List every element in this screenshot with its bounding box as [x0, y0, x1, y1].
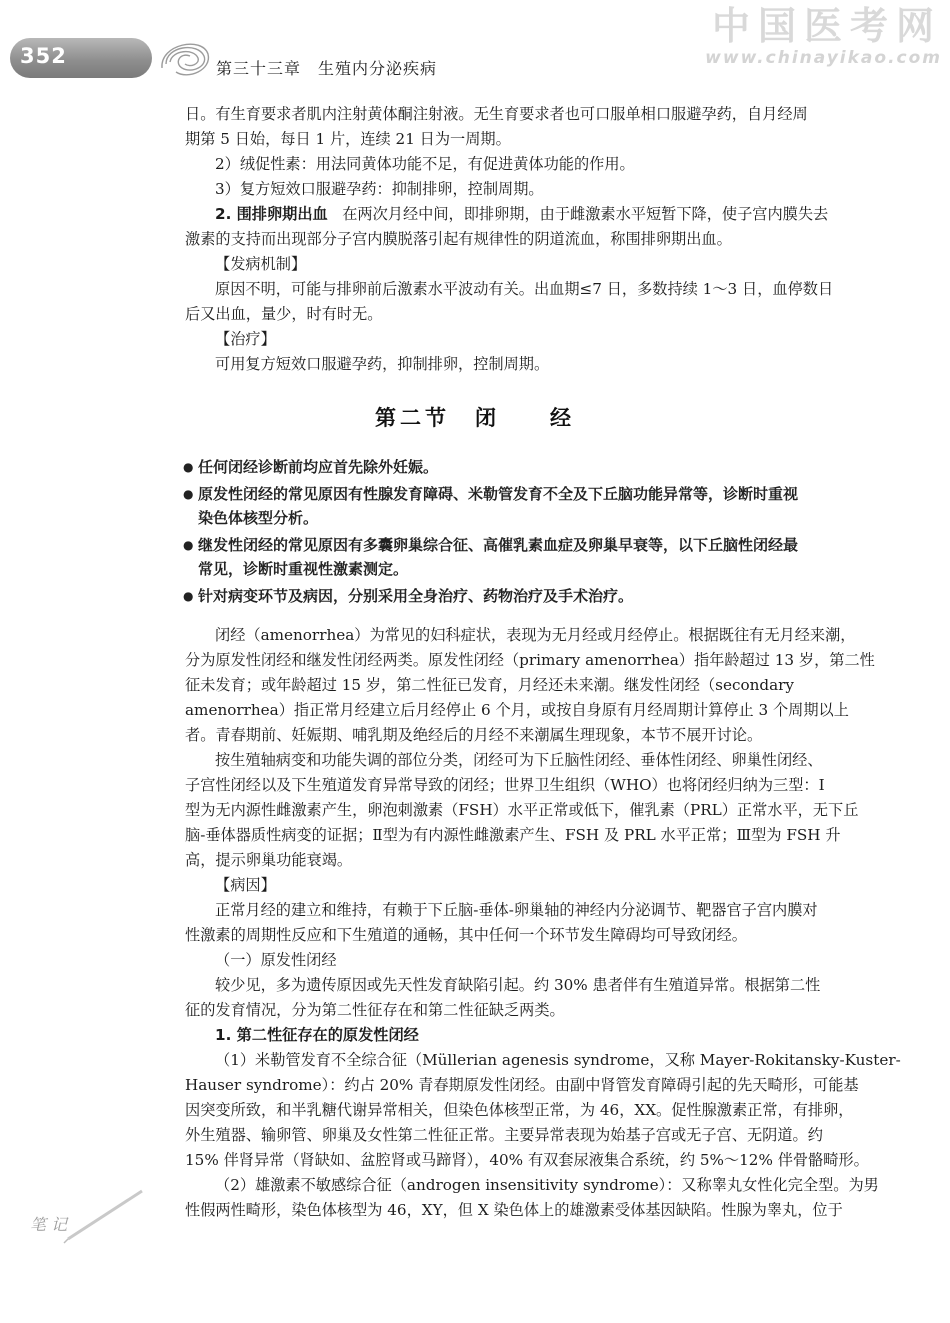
- page-number: 352: [20, 44, 67, 68]
- body-line: 征的发育情况，分为第二性征存在和第二性征缺乏两类。: [185, 1001, 565, 1019]
- key-point-text: 针对病变环节及病因，分别采用全身治疗、药物治疗及手术治疗。: [198, 587, 634, 605]
- body-line: 正常月经的建立和维持，有赖于下丘脑-垂体-卵巢轴的神经内分泌调节、靶器官子宫内膜对: [215, 901, 818, 919]
- body-line: 分为原发性闭经和继发性闭经两类。原发性闭经（primary amenorrhea）指年龄超过 13 岁，第二性: [185, 651, 875, 669]
- watermark: [705, 4, 942, 68]
- body-line: 性假两性畸形，染色体核型为 46，XY，但 X 染色体上的雄激素受体基因缺陷。性腺为睾丸，位于: [185, 1201, 843, 1219]
- body-line: 外生殖器、输卵管、卵巢及女性第二性征正常。主要异常表现为始基子宫或无子宫、无阴道。约: [185, 1126, 823, 1144]
- body-line: 较少见，多为遗传原因或先天性发育缺陷引起。约 30% 患者伴有生殖道异常。根据第二性: [215, 976, 821, 994]
- body-line: 期第 5 日始，每日 1 片，连续 21 日为一周期。: [185, 130, 511, 148]
- body-line: 按生殖轴病变和功能失调的部位分类，闭经可为下丘脑性闭经、垂体性闭经、卵巢性闭经、: [215, 751, 823, 769]
- body-line: 在两次月经中间，即排卵期，由于雌激素水平短暂下降，使子宫内膜失去: [342, 205, 829, 223]
- watermark-url: www.chinayikao.com: [705, 48, 942, 68]
- watermark-title: 中国医考网: [711, 4, 942, 48]
- key-point-text: 原发性闭经的常见原因有性腺发育障碍、米勒管发育不全及下丘脑功能异常等，诊断时重视: [198, 485, 799, 503]
- bullet-icon: ●: [183, 538, 194, 552]
- key-point: [183, 533, 908, 557]
- key-point-continued: 染色体核型分析。: [198, 509, 319, 527]
- body-line: 征未发育；或年龄超过 15 岁，第二性征已发育，月经还未来潮。继发性闭经（secondary: [185, 676, 794, 694]
- key-point-text: 继发性闭经的常见原因有多囊卵巢综合征、高催乳素血症及卵巢早衰等，以下丘脑性闭经最: [198, 536, 799, 554]
- body-line: 可用复方短效口服避孕药，抑制排卵，控制周期。: [215, 355, 550, 373]
- key-point: [183, 482, 908, 506]
- body-line: 子宫性闭经以及下生殖道发育异常导致的闭经；世界卫生组织（WHO）也将闭经归纳为三型：Ⅰ: [185, 776, 825, 794]
- bullet-icon: ●: [183, 460, 194, 474]
- body-line: （2）雄激素不敏感综合征（androgen insensitivity syndrome）：又称睾丸女性化完全型。为男: [215, 1176, 879, 1194]
- body-line: 脑-垂体器质性病变的证据；Ⅱ型为有内源性雌激素产生、FSH 及 PRL 水平正常；Ⅲ型为 FSH 升: [185, 826, 841, 844]
- key-point: [183, 584, 908, 608]
- body-line: 后又出血，量少，时有时无。: [185, 305, 383, 323]
- swirl-logo-icon: [158, 34, 212, 80]
- label-treatment: 【治疗】: [215, 330, 276, 348]
- body-line: 3）复方短效口服避孕药：抑制排卵，控制周期。: [215, 180, 544, 198]
- bullet-icon: ●: [183, 487, 194, 501]
- body-line: 高，提示卵巢功能衰竭。: [185, 851, 353, 869]
- body-line: Hauser syndrome）：约占 20% 青春期原发性闭经。由副中肾管发育障碍引起的先天畸形，可能基: [185, 1076, 859, 1094]
- paragraph-ovulation: [215, 202, 935, 226]
- body-line: 者。青春期前、妊娠期、哺乳期及绝经后的月经不来潮属生理现象，本节不展开讨论。: [185, 726, 763, 744]
- body-line: 原因不明，可能与排卵前后激素水平波动有关。出血期≤7 日，多数持续 1～3 日，血停数日: [215, 280, 834, 298]
- subheading-ovulation-bleeding: 2. 围排卵期出血: [215, 205, 328, 223]
- body-line: 闭经（amenorrhea）为常见的妇科症状，表现为无月经或月经停止。根据既往有无月经来潮，: [215, 626, 856, 644]
- label-mechanism: 【发病机制】: [215, 255, 307, 273]
- label-etiology: 【病因】: [215, 876, 276, 894]
- notes-label: 笔 记: [30, 1215, 68, 1234]
- body-line: 型为无内源性雌激素产生，卵泡刺激素（FSH）水平正常或低下，催乳素（PRL）正常水平，无下丘: [185, 801, 859, 819]
- body-line: 2）绒促性素：用法同黄体功能不足，有促进黄体功能的作用。: [215, 155, 635, 173]
- key-point-text: 任何闭经诊断前均应首先除外妊娠。: [198, 458, 439, 476]
- body-line: 因突变所致，和半乳糖代谢异常相关，但染色体核型正常，为 46，XX。促性腺激素正常，有排卵，: [185, 1101, 854, 1119]
- chapter-header: 第三十三章 生殖内分泌疾病: [216, 59, 438, 78]
- body-line: 日。有生育要求者肌内注射黄体酮注射液。无生育要求者也可口服单相口服避孕药，自月经周: [185, 105, 808, 123]
- body-line: 15% 伴肾异常（肾缺如、盆腔肾或马蹄肾），40% 有双套尿液集合系统，约 5%～12% 伴骨骼畸形。: [185, 1151, 869, 1169]
- body-line: 激素的支持而出现部分子宫内膜脱落引起有规律性的阴道流血，称围排卵期出血。: [185, 230, 732, 248]
- body-line: 性激素的周期性反应和下生殖道的通畅，其中任何一个环节发生障碍均可导致闭经。: [185, 926, 747, 944]
- section-heading: 第二节 闭 经: [375, 406, 575, 430]
- body-line: amenorrhea）指正常月经建立后月经停止 6 个月，或按自身原有月经周期计算停止 3 个周期以上: [185, 701, 849, 719]
- key-point: [183, 455, 908, 479]
- key-point-continued: 常见，诊断时重视性激素测定。: [198, 560, 409, 578]
- label-primary-amenorrhea: （一）原发性闭经: [215, 951, 337, 969]
- pen-icon: [60, 1185, 150, 1245]
- subheading-secondary-sex-present: 1. 第二性征存在的原发性闭经: [215, 1026, 419, 1044]
- bullet-icon: ●: [183, 589, 194, 603]
- body-line: （1）米勒管发育不全综合征（Müllerian agenesis syndrome，又称 Mayer-Rokitansky-Kuster-: [215, 1051, 901, 1069]
